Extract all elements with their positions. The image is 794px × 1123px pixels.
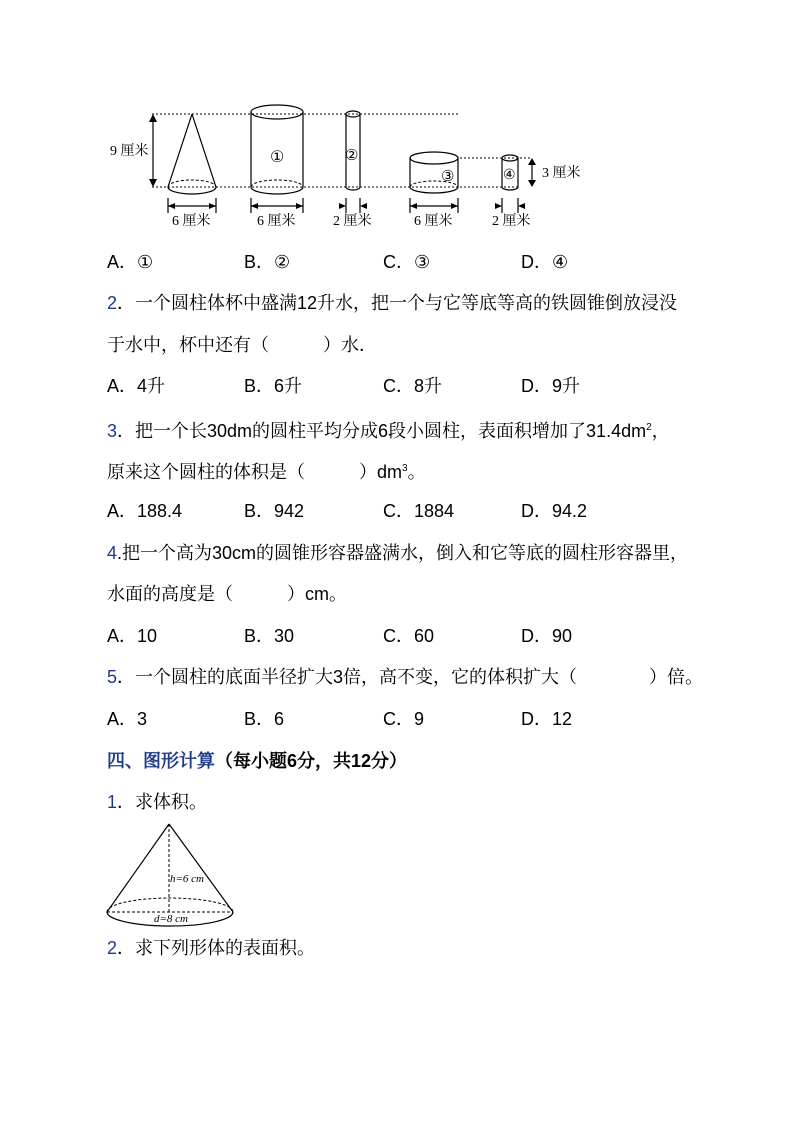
q3-text-2: 原来这个圆柱的体积是（ ）dm xyxy=(107,462,403,482)
q4-option-c[interactable]: C．60 xyxy=(383,626,435,646)
q2-line-1 xyxy=(107,291,677,315)
q4-line-2: 水面的高度是（ ）cm。 xyxy=(107,584,347,604)
q2-option-a[interactable]: A．4升 xyxy=(107,376,166,396)
section-4-note: （每小题6分，共12分） xyxy=(215,751,408,771)
problem-2-number: 2 xyxy=(107,938,118,958)
section-4-title: 四、图形计算 xyxy=(107,751,215,771)
q2-text-1: ．一个圆柱体杯中盛满12升水，把一个与它等底等高的铁圆锥倒放浸没 xyxy=(117,293,678,313)
q5-option-a[interactable]: A．3 xyxy=(107,709,148,729)
q5-line-1 xyxy=(107,665,703,689)
solids-comparison-figure xyxy=(100,100,600,235)
q3-sup-2: 2 xyxy=(646,422,652,433)
q1-option-d[interactable]: D．④ xyxy=(521,252,569,272)
problem-2-line xyxy=(107,936,315,960)
q3-option-d[interactable]: D．94.2 xyxy=(521,501,588,521)
cone-figure xyxy=(100,820,240,930)
cone-shape xyxy=(168,114,216,194)
q1-option-a[interactable]: A．① xyxy=(107,252,154,272)
q5-option-c[interactable]: C．9 xyxy=(383,709,425,729)
cone-diameter-label: d=8 cm xyxy=(154,913,188,925)
problem-1-line xyxy=(107,790,207,814)
q5-number: 5 xyxy=(107,667,118,687)
q2-number: 2 xyxy=(107,293,118,313)
q4-option-d[interactable]: D．90 xyxy=(521,626,573,646)
width-label-cylinder-1: 6 厘米 xyxy=(257,214,296,229)
q3-option-c[interactable]: C．1884 xyxy=(383,501,455,521)
section-4-heading xyxy=(107,749,407,773)
q1-option-b[interactable]: B．② xyxy=(244,252,291,272)
q2-option-b[interactable]: B．6升 xyxy=(244,376,303,396)
q4-number: 4 xyxy=(107,543,118,563)
q4-text-1: .把一个高为30cm的圆锥形容器盛满水，倒入和它等底的圆柱形容器里， xyxy=(117,543,689,563)
q3-text-2-end: 。 xyxy=(407,462,426,482)
cone-height-label: h=6 cm xyxy=(170,873,204,885)
q3-line-2 xyxy=(107,457,426,484)
q3-line-1 xyxy=(107,416,670,443)
width-label-cylinder-2: 2 厘米 xyxy=(333,214,372,229)
width-label-cylinder-4: 2 厘米 xyxy=(492,214,531,229)
q3-sup-3: 3 xyxy=(402,463,408,474)
q2-line-2: 于水中，杯中还有（ ）水． xyxy=(107,335,377,355)
q5-option-b[interactable]: B．6 xyxy=(244,709,285,729)
label-shape-2: ② xyxy=(345,148,359,164)
height-label-3cm: 3 厘米 xyxy=(542,166,581,181)
q3-option-b[interactable]: B．942 xyxy=(244,501,305,521)
q5-text-1: ．一个圆柱的底面半径扩大3倍，高不变，它的体积扩大（ ）倍。 xyxy=(117,667,704,687)
q4-option-b[interactable]: B．30 xyxy=(244,626,295,646)
problem-1-number: 1 xyxy=(107,792,118,812)
label-shape-1: ① xyxy=(270,149,285,166)
q3-text-1-end: ， xyxy=(651,421,670,441)
q2-option-c[interactable]: C．8升 xyxy=(383,376,443,396)
label-shape-4: ④ xyxy=(503,168,516,183)
problem-1-text: ．求体积。 xyxy=(117,792,208,812)
q5-option-d[interactable]: D．12 xyxy=(521,709,573,729)
q3-number: 3 xyxy=(107,421,118,441)
problem-2-text: ．求下列形体的表面积。 xyxy=(117,938,316,958)
q2-option-d[interactable]: D．9升 xyxy=(521,376,581,396)
label-shape-3: ③ xyxy=(441,169,455,185)
height-label-9cm: 9 厘米 xyxy=(110,144,149,159)
width-label-cylinder-3: 6 厘米 xyxy=(414,214,453,229)
q3-text-1: ．把一个长30dm的圆柱平均分成6段小圆柱，表面积增加了31.4dm xyxy=(117,421,647,441)
width-label-cone: 6 厘米 xyxy=(172,214,211,229)
q1-option-c[interactable]: C．③ xyxy=(383,252,431,272)
q4-line-1 xyxy=(107,541,688,565)
q3-option-a[interactable]: A．188.4 xyxy=(107,501,183,521)
q4-option-a[interactable]: A．10 xyxy=(107,626,158,646)
